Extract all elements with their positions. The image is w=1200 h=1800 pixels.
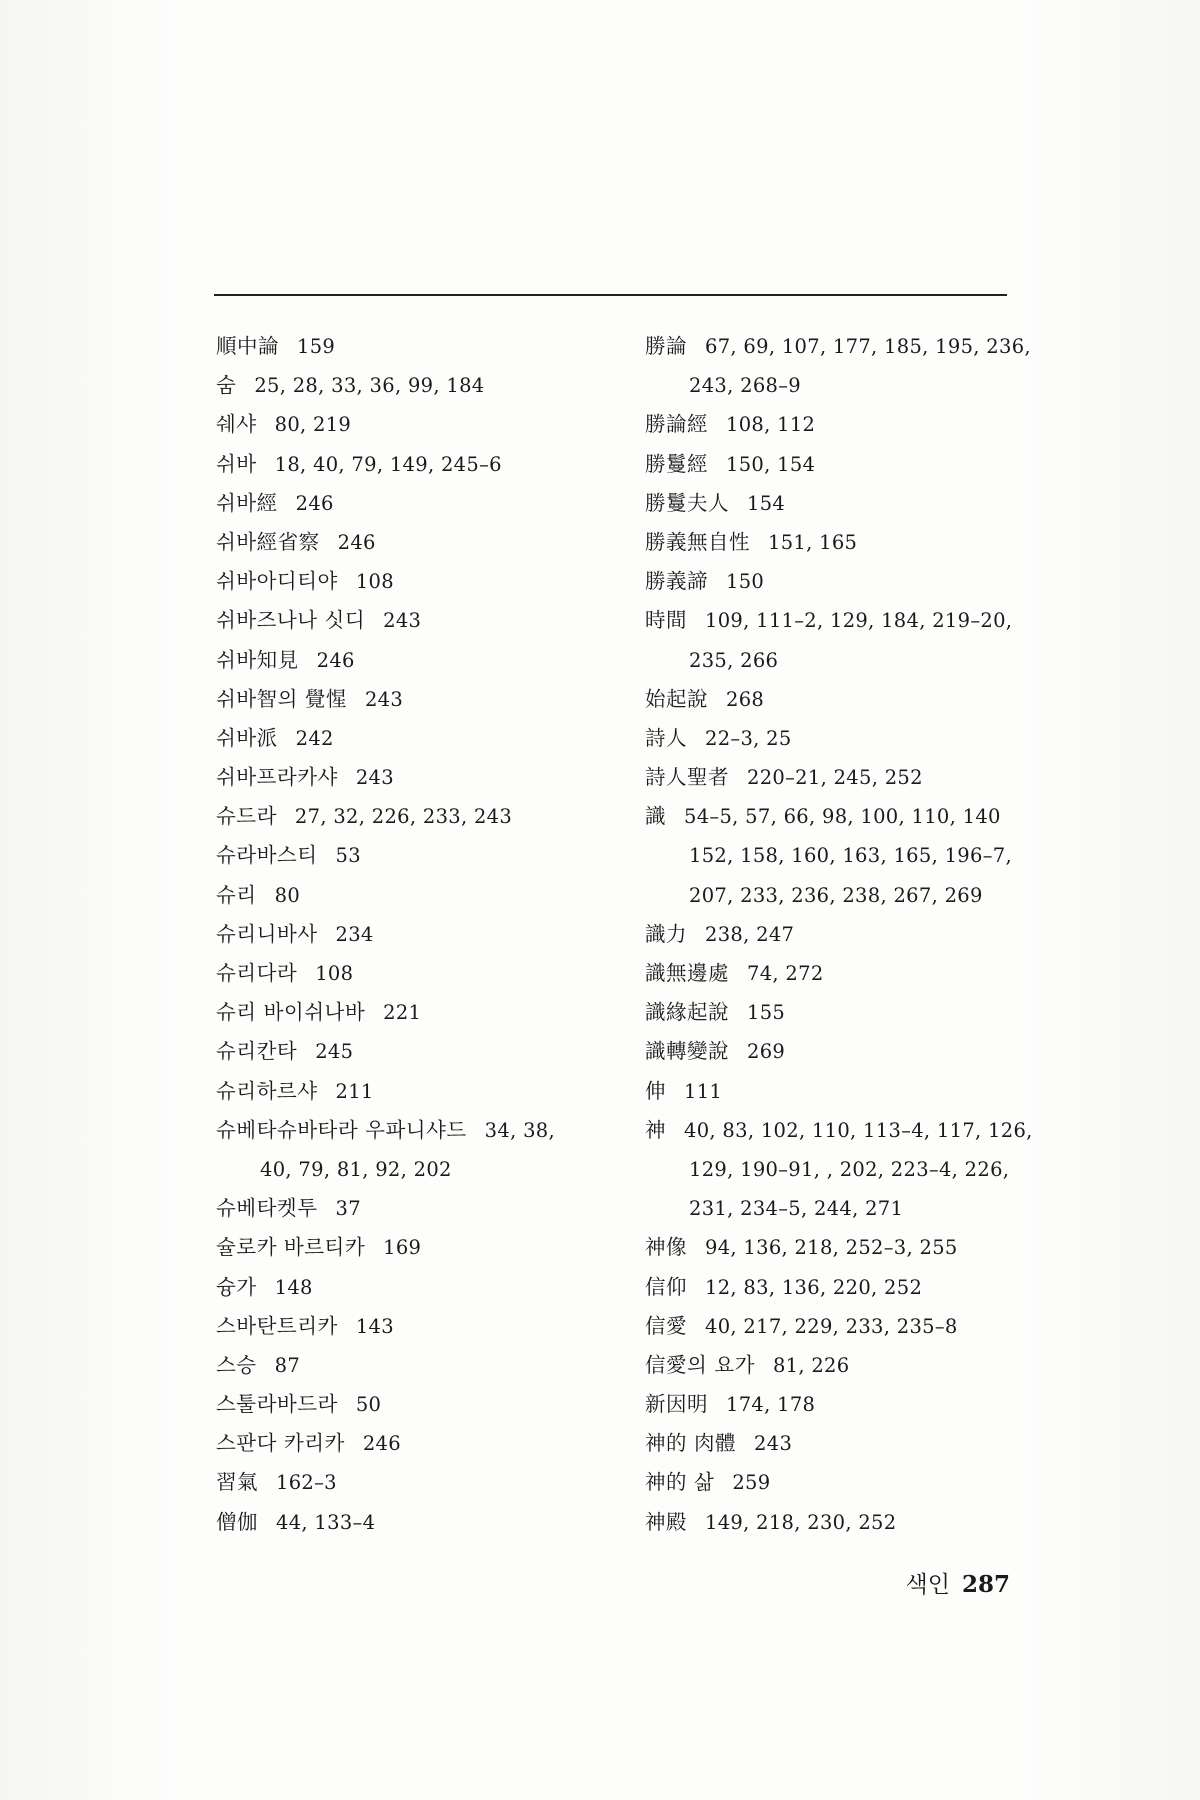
index-page-refs: 25, 28, 33, 36, 99, 184 (254, 374, 485, 398)
index-term: 스판다 카리카 (216, 1431, 345, 1456)
index-page-refs: 243 (754, 1432, 793, 1456)
index-entry (216, 1424, 636, 1463)
index-entry (216, 719, 636, 758)
index-entry (645, 1307, 1025, 1346)
index-term: 쉬바智의 覺惺 (216, 686, 347, 711)
index-term: 쉬바즈나나 싯디 (216, 608, 366, 633)
index-page-refs: 221 (383, 1001, 422, 1025)
index-page-refs: 246 (316, 648, 355, 672)
index-page-refs: 94, 136, 218, 252–3, 255 (705, 1236, 958, 1260)
index-entry (645, 758, 1025, 797)
index-term: 슈드라 (216, 804, 277, 829)
index-page-refs: 87 (274, 1353, 301, 1377)
index-page-refs: 245 (315, 1040, 354, 1064)
index-term: 스승 (216, 1352, 257, 1377)
index-entry (216, 836, 636, 875)
index-term: 始起說 (645, 686, 708, 711)
index-entry (645, 327, 1031, 366)
index-entry (216, 797, 636, 836)
index-page-refs: 108 (315, 962, 354, 985)
index-entry (216, 1307, 636, 1346)
index-entry (645, 993, 1025, 1032)
index-entry (645, 523, 1025, 562)
index-page-refs: 12, 83, 136, 220, 252 (705, 1275, 923, 1299)
index-term: 쉬바知見 (216, 647, 299, 672)
index-entry (216, 1346, 636, 1385)
index-page-refs: 143 (355, 1314, 394, 1338)
index-entry-continuation (216, 1150, 636, 1189)
index-term: 쉐샤 (216, 412, 257, 437)
index-term: 쉬바 (216, 451, 257, 476)
index-page-refs: 108, 112 (726, 413, 816, 437)
index-entry-continuation (645, 366, 1025, 405)
index-term: 識轉變說 (645, 1039, 729, 1064)
index-page-refs: 108 (355, 570, 394, 594)
index-entry (645, 1268, 1025, 1307)
index-entry (216, 1032, 636, 1071)
index-term: 神像 (645, 1235, 687, 1260)
index-page-refs: 246 (295, 491, 334, 515)
index-column-left (216, 327, 636, 1542)
index-term: 識力 (645, 921, 687, 946)
index-entry (216, 915, 636, 954)
index-page-refs: 34, 38, (484, 1118, 555, 1142)
index-entry (216, 758, 636, 797)
index-entry (216, 641, 636, 680)
index-page-refs: 169 (383, 1236, 422, 1260)
index-page-refs: 40, 83, 102, 110, 113–4, 117, 126, (684, 1118, 1033, 1142)
index-page-refs: 81, 226 (772, 1353, 850, 1377)
index-term: 信仰 (645, 1274, 687, 1299)
index-term: 쉬바經 (216, 490, 278, 515)
index-term: 神的 삶 (645, 1470, 715, 1495)
index-term: 勝鬘夫人 (645, 490, 729, 515)
index-term: 勝義諦 (645, 569, 708, 594)
index-page-refs: 148 (274, 1275, 313, 1299)
index-page-refs: 22–3, 25 (705, 726, 792, 750)
index-page-refs: 27, 32, 226, 233, 243 (294, 805, 513, 829)
index-page-refs: 50 (355, 1393, 382, 1417)
index-page-refs: 243 (383, 609, 422, 633)
index-entry (216, 1463, 636, 1502)
index-entry (645, 1111, 1033, 1150)
index-page-refs: 211 (335, 1079, 374, 1103)
index-term: 神殿 (645, 1509, 687, 1534)
index-entry (216, 1111, 636, 1150)
index-entry (216, 1189, 636, 1228)
page-number: 287 (961, 1571, 1010, 1598)
index-entry (645, 1385, 1025, 1424)
index-page-refs: 150 (726, 570, 765, 594)
index-term: 詩人 (645, 725, 687, 750)
index-entry (216, 445, 636, 484)
index-entry (216, 327, 636, 366)
index-entry (216, 562, 636, 601)
index-term: 新因明 (645, 1392, 708, 1417)
index-entry (645, 445, 1025, 484)
index-term: 神 (645, 1117, 666, 1142)
index-entry (645, 405, 1025, 444)
index-page-refs: 235, 266 (689, 648, 779, 672)
index-entry (216, 1268, 636, 1307)
index-page-refs: 149, 218, 230, 252 (705, 1510, 897, 1534)
index-term: 슈리하르샤 (216, 1078, 318, 1103)
index-entry-continuation (645, 1150, 1025, 1189)
index-page-refs: 220–21, 245, 252 (747, 766, 923, 790)
index-term: 슈베타슈바타라 우파니샤드 (216, 1117, 467, 1142)
index-term: 슈리 바이쉬나바 (216, 1000, 366, 1025)
folio-label: 색인 (905, 1572, 950, 1598)
index-term: 時間 (645, 608, 687, 633)
index-entry-continuation (645, 836, 1025, 875)
index-entry (216, 523, 636, 562)
index-term: 順中論 (216, 334, 279, 358)
header-rule (214, 294, 1007, 296)
index-term: 숨 (216, 373, 237, 398)
index-entry (645, 797, 1025, 836)
index-term: 習氣 (216, 1470, 258, 1495)
index-term: 스바탄트리카 (216, 1313, 338, 1338)
index-page-refs: 80 (274, 883, 301, 907)
index-page-refs: 129, 190–91, , 202, 223–4, 226, (689, 1157, 1010, 1181)
index-entry (216, 876, 636, 915)
index-page-refs: 154 (747, 491, 786, 515)
index-page-refs: 54–5, 57, 66, 98, 100, 110, 140 (684, 805, 1001, 829)
index-page-refs: 159 (297, 335, 336, 358)
index-entry (645, 1463, 1025, 1502)
index-entry-continuation (645, 1189, 1025, 1228)
index-page-refs: 74, 272 (747, 962, 824, 985)
index-page-refs: 150, 154 (726, 452, 816, 476)
index-page-refs: 234 (335, 922, 374, 946)
index-entry (645, 680, 1025, 719)
index-term: 슝가 (216, 1274, 257, 1299)
index-term: 슈리니바사 (216, 921, 318, 946)
page-folio (906, 1566, 1010, 1599)
index-entry (645, 1228, 1025, 1267)
index-page-refs: 53 (335, 844, 361, 868)
index-entry (645, 915, 1025, 954)
index-term: 識緣起說 (645, 1000, 729, 1025)
index-term: 神的 肉體 (645, 1431, 737, 1456)
index-page-refs: 151, 165 (768, 530, 858, 554)
index-entry-continuation (645, 641, 1025, 680)
index-term: 伸 (645, 1078, 666, 1103)
index-page-refs: 111 (684, 1079, 723, 1103)
index-term: 쉬바派 (216, 725, 278, 750)
index-term: 스툴라바드라 (216, 1392, 338, 1417)
index-page-refs: 246 (362, 1432, 401, 1456)
index-term: 信愛 (645, 1313, 687, 1338)
index-page-refs: 269 (747, 1040, 786, 1064)
index-page-refs: 242 (295, 726, 334, 750)
index-entry (216, 680, 636, 719)
index-entry (216, 993, 636, 1032)
index-page-refs: 152, 158, 160, 163, 165, 196–7, (689, 844, 1012, 868)
index-page-refs: 40, 217, 229, 233, 235–8 (705, 1314, 958, 1338)
index-page-refs: 80, 219 (274, 413, 352, 437)
index-term: 信愛의 요가 (645, 1352, 755, 1377)
index-entry (645, 1072, 1025, 1111)
index-page-refs: 231, 234–5, 244, 271 (689, 1197, 904, 1221)
index-page-refs: 109, 111–2, 129, 184, 219–20, (705, 609, 1013, 633)
index-term: 쉬바프라카샤 (216, 765, 338, 790)
index-entry (645, 719, 1025, 758)
index-entry (645, 1503, 1025, 1542)
index-entry-continuation (645, 876, 1025, 915)
index-page-refs: 246 (337, 530, 376, 554)
index-entry (645, 1346, 1025, 1385)
index-page-refs: 40, 79, 81, 92, 202 (260, 1157, 452, 1181)
index-entry (216, 1228, 636, 1267)
index-term: 슈라바스티 (216, 843, 318, 868)
index-term: 勝鬘經 (645, 451, 708, 476)
index-page-refs: 243 (364, 687, 404, 711)
index-entry (216, 405, 636, 444)
index-term: 쉬바아디티야 (216, 569, 338, 594)
index-entry (216, 366, 636, 405)
index-term: 슈리 (216, 882, 257, 907)
index-page-refs: 174, 178 (726, 1393, 816, 1417)
index-entry (216, 484, 636, 523)
index-entry (216, 954, 636, 993)
index-page-refs: 268 (726, 687, 765, 711)
index-term: 勝論經 (645, 412, 708, 437)
index-term: 僧伽 (216, 1509, 258, 1534)
index-term: 슈베타켓투 (216, 1196, 318, 1221)
index-page-refs: 238, 247 (705, 922, 795, 946)
index-term: 슈리다라 (216, 961, 298, 985)
index-term: 勝義無自性 (645, 529, 750, 554)
index-term: 슈리칸타 (216, 1039, 298, 1064)
index-entry (216, 601, 636, 640)
index-page-refs: 243 (355, 766, 394, 790)
index-entry (645, 601, 1025, 640)
index-page-refs: 155 (747, 1001, 786, 1025)
index-term: 쉬바經省察 (216, 529, 320, 554)
index-page-refs: 44, 133–4 (276, 1510, 376, 1534)
index-term: 슐로카 바르티카 (216, 1235, 366, 1260)
index-page-refs: 37 (335, 1197, 361, 1221)
index-entry (645, 562, 1025, 601)
index-column-right (645, 327, 1033, 1542)
index-page-refs: 207, 233, 236, 238, 267, 269 (689, 883, 983, 907)
index-page-refs: 162–3 (276, 1471, 337, 1495)
index-entry (645, 1424, 1025, 1463)
index-term: 識 (645, 804, 666, 829)
index-term: 勝論 (645, 334, 687, 358)
index-page-refs: 18, 40, 79, 149, 245–6 (274, 452, 502, 476)
index-page-refs: 259 (732, 1471, 771, 1495)
index-page-refs: 243, 268–9 (689, 374, 801, 398)
index-entry (216, 1385, 636, 1424)
index-term: 識無邊處 (645, 961, 729, 985)
index-entry (216, 1072, 636, 1111)
index-entry (216, 1503, 636, 1542)
index-page-refs: 67, 69, 107, 177, 185, 195, 236, (705, 335, 1031, 358)
index-term: 詩人聖者 (645, 765, 729, 790)
index-entry (645, 1032, 1025, 1071)
index-entry (645, 484, 1025, 523)
index-entry (645, 954, 1025, 993)
